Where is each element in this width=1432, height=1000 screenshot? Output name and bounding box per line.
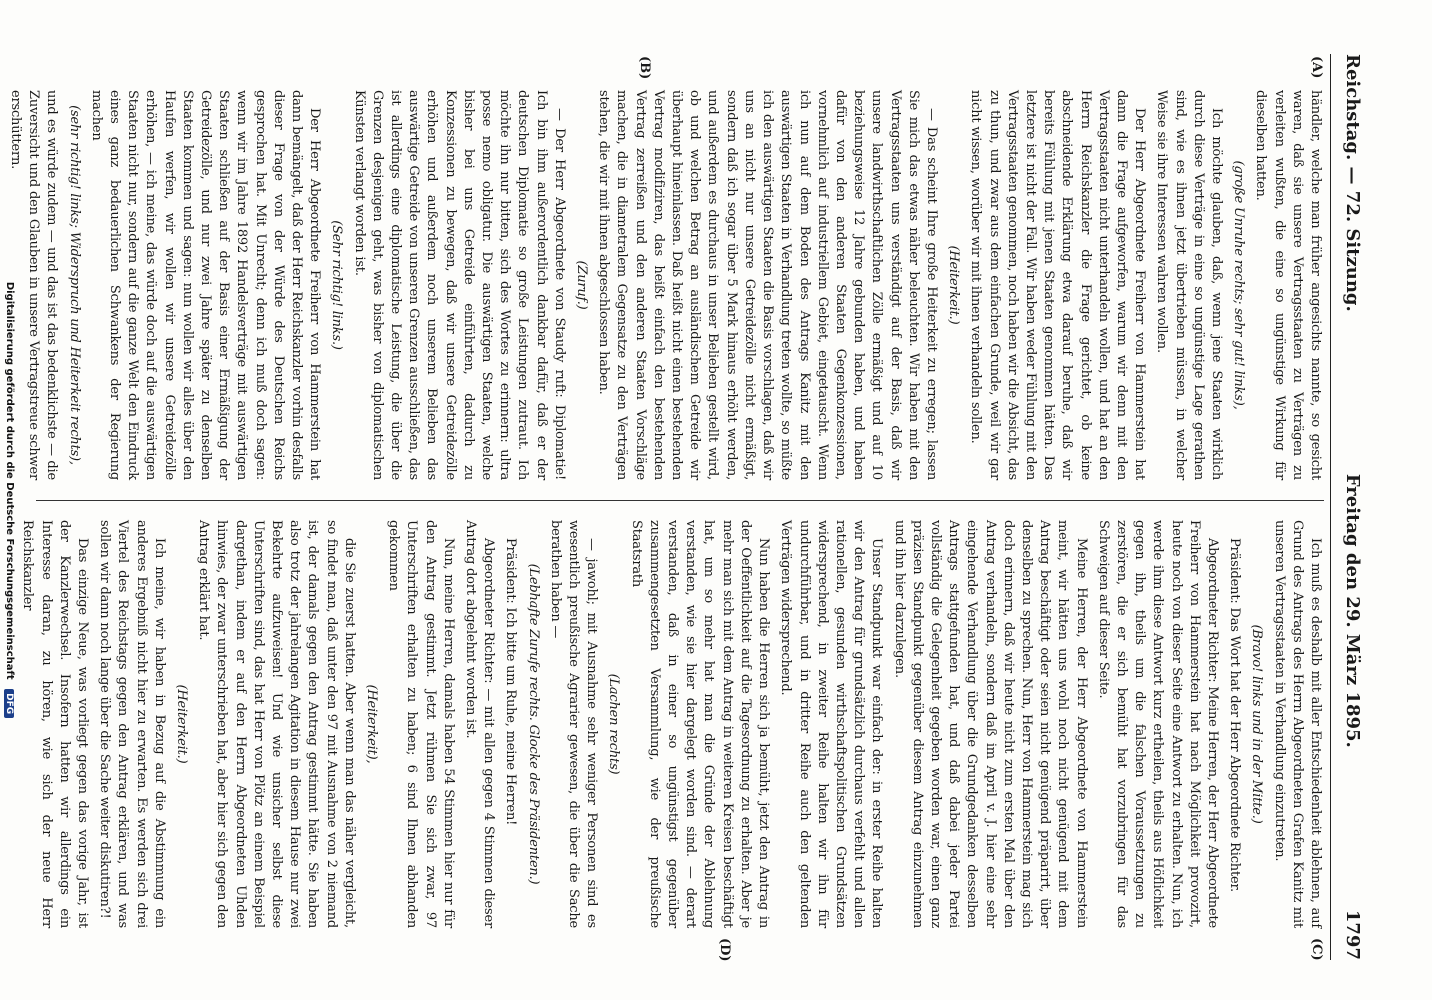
- right-column-paragraph: die Sie zuerst hatten. Aber wenn man das näher vergleicht, so findet man, daß unter den 97 mit Ausnahme von 2 niemand ist, der damals gegen den Antrag gestimmt hätte. Sie haben also trotz der jahrelangen Agitation in diesem Hause nur zwei Bekehrte aufzuweisen! Und wie unsicher selbst diese Unterschriften sind, das hat Herr von Plötz an einem Beispiel dargethan, indem er auf den Herrn Abgeordneten Uhden hinwies, der zwar unterschrieben hat, aber hier sich gegen den Antrag erklärt hat.: [196, 520, 357, 928]
- column-divider: [36, 500, 1324, 501]
- right-column-paragraph: Präsident: Das Wort hat der Herr Abgeordnete Richter.: [1227, 538, 1243, 892]
- right-column: [20, 520, 1324, 928]
- footer-text: Digitalisierung gefördert durch die Deutsche Forschungsgemeinschaft: [4, 281, 15, 680]
- left-column-paragraph: — Das scheint Ihre große Heiterkeit zu erregen; lassen Sie mich das etwas näher beleuchten. Wir haben mit den Vertragsstaaten uns verständigt auf der Basis, daß wir unsere landwirthschaftlichen Zölle ermäßigt und auf 10 beziehungsweise 12 Jahre gebunden haben, und haben dafür von den anderen Staaten Gegenkonzessionen, vornehmlich auf industriellem Gebiet, eingetauscht. Wenn ich nun auf dem Boden des Antrags Kanitz mit den auswärtigen Staaten in Verhandlung treten wollte, so müßte ich den auswärtigen Staaten die Basis vorschlagen, daß wir uns an nicht nur unsere Getreidezölle nicht ermäßigt, sondern daß ich sogar über 5 Mark hinaus erhöht werden, und außerdem es durchaus in unser Belieben gestellt wird, ob und welchen Betrag an ausländischem Getreide wir überhaupt hineinlassen. Daß heißt nicht einen bestehenden Vertrag modifiziren, das heißt einfach den bestehenden Vertrag zerreißen und den anderen Staaten Vorschläge machen, die in diametralem Gegensatze zu den Verträgen stehen, die wir mit ihnen abgeschlossen haben.: [596, 90, 939, 480]
- dfg-logo: DFG: [4, 689, 14, 718]
- margin-marker-c: (C): [1309, 938, 1324, 961]
- right-column-paragraph: Ich meine, wir haben in Bezug auf die Abstimmung ein anderes Ergebniß nicht hier zu erwarten. Es werden sich drei Viertel des Reichstags gegen den Antrag erklären, und was sollen wir dann noch lange über die Sache weiter diskutiren?!: [97, 520, 167, 928]
- right-column-paragraph: Ich muß es deshalb mit aller Entschiedenheit ablehnen, auf Grund des Antrags des Herrn Abgeordneten Grafen Kanitz mit unseren Vertragsstaaten in Verhandlung einzutreten.: [1271, 520, 1323, 928]
- right-column-paragraph: (Heiterkeit),: [364, 684, 380, 764]
- left-column-paragraph: Der Herr Abgeordnete Freiherr von Hammerstein hat dann die Frage aufgeworfen, warum wir denn mit den Vertragsstaaten nicht unterhandeln wollen, und hat an den Herrn Reichskanzler die Frage gerichtet, ob keine abschneidende Erklärung etwa darauf beruhe, daß wir bereits Fühlung mit jenen Staaten genommen hätten. Das letztere ist nicht der Fall. Wir haben weder Fühlung mit den Vertragsstaaten genommen, noch haben wir die Absicht, das zu thun, und zwar aus dem einfachen Grunde, weil wir gar nicht wissen, worüber wir mit ihnen verhandeln sollen.: [968, 90, 1148, 480]
- left-column-paragraph: Ich möchte glauben, daß, wenn jene Staaten wirklich durch diese Verträge in eine so ungünstige Lage gerathen sind, wie es ihnen jetzt übertrieben müssen, in welcher Weise sie ihre Interessen wahren wollen.: [1154, 90, 1224, 480]
- left-column-paragraph: (Heiterkeit.): [946, 245, 962, 325]
- right-column-paragraph: (Heiterkeit.): [174, 684, 190, 764]
- margin-marker-d: (D): [717, 938, 732, 962]
- left-column-paragraph: händler, welche man früher angesichts nannte, so gesicht waren, daß sie unsere Vertragsstaaten zu Verträgen zu verleiten wußten, die eine so ungünstige Wirkung für dieselben hatten.: [1253, 90, 1323, 480]
- right-column-paragraph: (Bravo! links und in der Mitte.): [1249, 624, 1265, 824]
- right-column-paragraph: (Lebhafte Zurufe rechts. Glocke des Präsidenten.): [525, 563, 541, 885]
- right-column-paragraph: Nun haben die Herren sich ja bemüht, jetzt den Antrag in der Oeffentlichkeit auf die Tagesordnung zu erhalten. Aber je mehr man sich mit dem Antrag in weiteren Kreisen beschäftigt hat, um so mehr hat man die Gründe der Ablehnung verstanden, wie sie hier dargelegt worden sind. — derart verstanden, daß in einer so ungünstigst gegenüber zusammengesetzten Versammlung, wie der preußische Staatsrath: [628, 520, 772, 928]
- right-column-paragraph: Abgeordneter Richter: — mit allen gegen 4 Stimmen dieser Antrag dort abgelehnt worden ist.: [463, 520, 497, 928]
- right-column-paragraph: Nun, meine Herren, damals haben 54 Stimmen hier nur für den Antrag gestimmt. Jetzt rühmen Sie sich zwar, 97 Unterschriften erhalten zu haben; 6 sind Ihnen abhanden gekommen: [386, 520, 456, 928]
- left-column-paragraph: und es würde zudem — und das ist das bedenklichste — die Zuversicht und den Glauben in unsere Vertragstreue schwer erschüttern.: [7, 90, 60, 480]
- left-column-paragraph: (Sehr richtig! links.): [329, 220, 345, 350]
- right-column-paragraph: Präsident: Ich bitte um Ruhe, meine Herren!: [503, 538, 519, 826]
- page-number: 1797: [1342, 909, 1364, 960]
- left-column-paragraph: (Zuruf.): [574, 260, 590, 310]
- right-column-paragraph: Abgeordneter Richter: Meine Herren, der Herr Abgeordnete Freiherr von Hammerstein hat nach Möglichkeit provozirt, heute noch von dieser Seite eine Antwort zu erhalten. Nun, ich werde ihm diese Antwort kurz ertheilen, theils aus Höflichkeit gegen ihn, theils um die falschen Voraussetzungen zu zerstören, die er sich bemüht hat vorzubringen für das Schweigen auf dieser Seite.: [1095, 520, 1220, 928]
- left-column-paragraph: — Der Herr Abgeordnete von Staudy ruft: Diplomatie! Ich bin ihm außerordentlich dankbar dafür, daß er der deutschen Diplomatie so große Leistungen zutraut. Ich möchte ihn nur bitten, sich des Wortes zu erinnern: ultra posse nemo obligatur. Die auswärtigen Staaten, welche bisher bei uns Getreide einführten, dadurch zu Konzessionen zu bewegen, daß wir unsere Getreidezölle erhöhen und außerdem noch unserem Belieben das auswärtige Getreide von unseren Grenzen ausschließen, das ist allerdings eine diplomatische Leistung, die über die Grenzen desjenigen geht, was bisher von diplomatischen Künsten verlangt worden ist.: [351, 90, 567, 480]
- left-column-paragraph: Der Herr Abgeordnete Freiherr von Hammerstein hat dann bemängelt, daß der Herr Reichskanzler vorhin desfalls dieser Frage von der Würde des Deutschen Reichs gesprochen hat. Mit Unrecht; denn ich muß doch sagen: wenn wir im Jahre 1892 Handelsverträge mit auswärtigen Staaten schließen auf der Basis einer Ermäßigung der Getreidezölle, und nur zwei Jahre später zu denselben Staaten kommen und sagen: nun wollen wir alles über den Haufen werfen, wir wollen wir unsere Getreidezölle erhöhen, — ich meine, das würde doch auf die auswärtigen Staaten nicht nur, sondern auf die ganze Welt den Eindruck eines ganz bedauerlichen Schwankens der Regierung machen: [88, 90, 323, 480]
- left-column: [7, 90, 1324, 480]
- right-column-paragraph: — jawohl; mit Ausnahme sehr weniger Personen sind es wesentlich preußische Agrarier gewesen, die über die Sache berathen haben —: [547, 520, 600, 928]
- digitization-footer: [4, 0, 15, 1000]
- right-column-paragraph: Unser Standpunkt war einfach der: in erster Reihe halten wir den Antrag für grundsätzlich durchaus verfehlt und allen rationellen, gesunden wirthschaftspolitischen Grundsätzen widersprechend, in zweiter Reihe halten wir ihn für undurchführbar, und in dritter Reihe auch den geltenden Verträgen widersprechend.: [778, 520, 885, 928]
- margin-marker-b: (B): [637, 56, 652, 80]
- right-column-paragraph: Meine Herren, der Herr Abgeordnete von Hammerstein meint, wir hätten uns wohl noch nicht genügend mit dem Antrag beschäftigt oder seien nicht genügend präparirt, über denselben zu sprechen. Nun, Herr von Hammerstein mag sich doch erinnern, daß wir heute nicht zum ersten Mal über den Antrag verhandeln, sondern daß im April v. J. hier eine sehr eingehende Verhandlung über die Grundgedanken desselben Antrags stattgefunden hat, und daß dabei jeder Partei vollständig die Gelegenheit gegeben worden war, einen ganz präzisen Standpunkt gegenüber diesem Antrag einzunehmen und ihn hier darzulegen.: [891, 520, 1089, 928]
- header-center: Freitag den 29. März 1895.: [1342, 473, 1364, 748]
- page-header: [1336, 54, 1370, 960]
- left-column-paragraph: (sehr richtig! links; Widerspruch und Heiterkeit rechts),: [66, 105, 82, 465]
- header-rule: [1330, 54, 1331, 960]
- header-left: Reichstag. — 72. Sitzung.: [1342, 54, 1364, 312]
- left-column-paragraph: (große Unruhe rechts; sehr gut! links),: [1231, 160, 1247, 410]
- right-column-paragraph: Das einzige Neue, was vorliegt gegen das vorige Jahr, ist der Kanzlerwechsel. Insofern hatten wir allerdings ein Interesse daran, zu hören, wie sich der neue Herr Reichskanzler: [20, 520, 90, 928]
- right-column-paragraph: (Lachen rechts): [606, 673, 622, 775]
- margin-marker-a: (A): [1309, 56, 1324, 79]
